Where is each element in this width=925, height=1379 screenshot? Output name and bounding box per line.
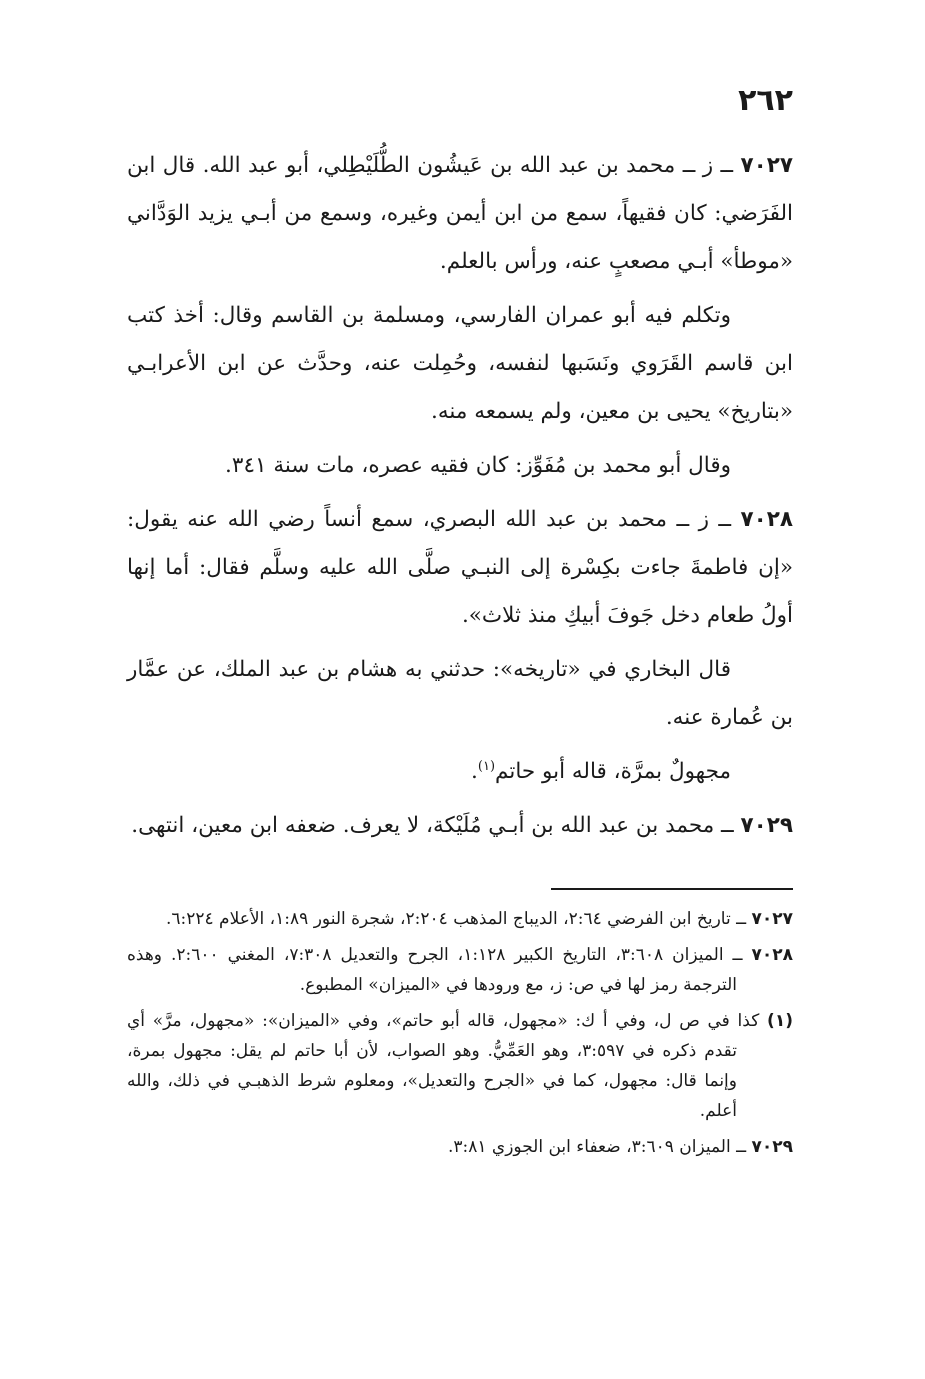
- footnote-text: ــ الميزان ٣:٦٠٨، التاريخ الكبير ١:١٢٨، الجرح والتعديل ٧:٣٠٨، المغني ٢:٦٠٠. وهذه الترجمة رمز لها في ص: ز، مع ورودها في «الميزان» المطبوع.: [127, 945, 752, 995]
- entry-number: ٧٠٢٩: [740, 813, 793, 838]
- paragraph: [127, 292, 793, 436]
- footnote-text: ــ الميزان ٣:٦٠٩، ضعفاء ابن الجوزي ٣:٨١.: [447, 1137, 752, 1157]
- paragraph: [127, 646, 793, 742]
- paragraph: [127, 442, 793, 490]
- footnote: [127, 940, 793, 1000]
- entry-7028: [127, 496, 793, 640]
- entry-number: ٧٠٢٧: [740, 153, 793, 178]
- footnote-divider: [551, 888, 793, 890]
- footnote-marker[interactable]: (١): [477, 758, 496, 774]
- paragraph-text: وقال أبو محمد بن مُفَوِّز: كان فقيه عصره، مات سنة ٣٤١.: [225, 453, 731, 478]
- entry-7027: [127, 142, 793, 286]
- footnote-number: ٧٠٢٧: [751, 909, 793, 929]
- footnote-number: ٧٠٢٩: [751, 1137, 793, 1157]
- footnote-text: كذا في ص ل، وفي أ ك: «مجهول، قاله أبو حاتم»، وفي «الميزان»: «مجهول، مرَّ» أي تقدم ذكره في ٣:٥٩٧، وهو العَمِّيُّ. وهو الصواب، لأن أبا حاتم لم يقل: مجهول بمرة، وإنما قال: مجهول، كما في «الجرح والتعديل»، ومعلوم شرط الذهبـي في ذلك، والله أعلم.: [127, 1011, 768, 1121]
- footnote-text: ــ تاريخ ابن الفرضي ٢:٦٤، الديباج المذهب ٢:٢٠٤، شجرة النور ١:٨٩، الأعلام ٦:٢٢٤.: [165, 909, 752, 929]
- footnotes: [127, 904, 793, 1168]
- entry-7029: [127, 802, 793, 850]
- page-number: ٢٦٢: [738, 83, 793, 118]
- footnote: [127, 1132, 793, 1162]
- paragraph: [127, 748, 793, 796]
- entry-number: ٧٠٢٨: [740, 507, 793, 532]
- footnote: [127, 1006, 793, 1126]
- entry-text: ــ ز ــ محمد بن عبد الله بن عَيشُون الطُّلَيْطِلي، أبو عبد الله. قال ابن الفَرَضي: كان فقيهاً، سمع من ابن أيمن وغيره، وسمع من أبـي يزيد الوَدَّاني «موطأ» أبـي مصعبٍ عنه، ورأس بالعلم.: [127, 153, 793, 274]
- main-text: [127, 142, 793, 856]
- entry-text: ــ محمد بن عبد الله بن أبـي مُلَيْكة، لا يعرف. ضعفه ابن معين، انتهى.: [131, 813, 741, 838]
- paragraph-end: .: [471, 759, 478, 784]
- footnote: [127, 904, 793, 934]
- paragraph-text: وتكلم فيه أبو عمران الفارسي، ومسلمة بن القاسم وقال: أخذ كتب ابن قاسم القَرَوي ونَسَبها لنفسه، وحُمِلت عنه، وحدَّث عن ابن الأعرابـي «بتاريخ» يحيى بن معين، ولم يسمعه منه.: [127, 303, 793, 424]
- footnote-number: (١): [767, 1011, 793, 1031]
- paragraph-text: مجهولٌ بمرَّة، قاله أبو حاتم: [495, 759, 731, 784]
- footnote-number: ٧٠٢٨: [751, 945, 794, 965]
- paragraph-text: قال البخاري في «تاريخه»: حدثني به هشام بن عبد الملك، عن عمَّار بن عُمارة عنه.: [127, 657, 793, 730]
- entry-text: ــ ز ــ محمد بن عبد الله البصري، سمع أنساً رضي الله عنه يقول: «إن فاطمةَ جاءت بكِسْرة إلى النبـي صلَّى الله عليه وسلَّم فقال: أما إنها أولُ طعام دخل جَوفَ أبيكِ منذ ثلاث».: [127, 507, 793, 628]
